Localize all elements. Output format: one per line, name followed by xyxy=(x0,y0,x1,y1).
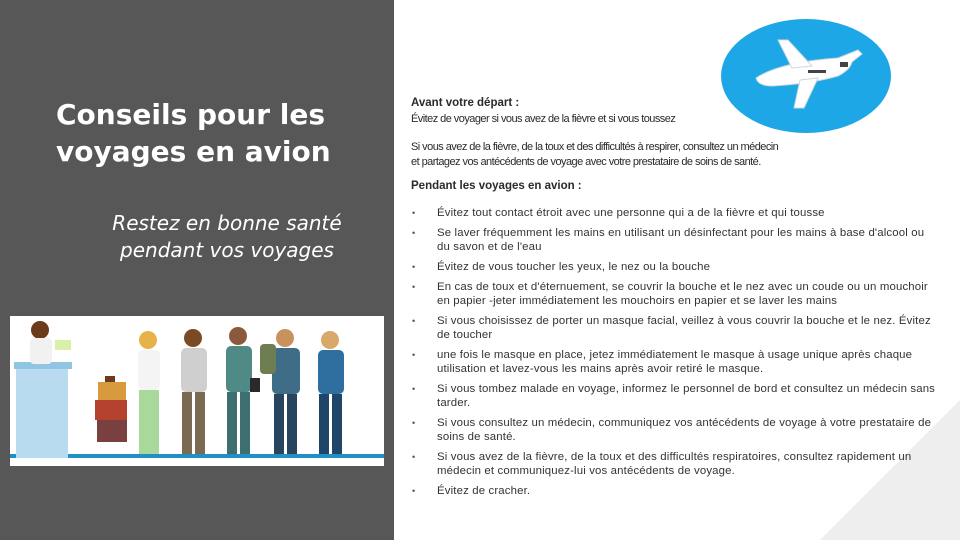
bullet-icon: • xyxy=(412,350,416,360)
bullet-icon: • xyxy=(412,316,416,326)
bullet-icon: • xyxy=(412,384,416,394)
advice-list xyxy=(404,206,939,504)
list-item: • Évitez tout contact étroit avec une personne qui a de la fièvre et qui tousse xyxy=(412,207,825,219)
bullet-icon: • xyxy=(412,452,416,462)
before-departure-advice-line1: Si vous avez de la fièvre, de la toux et des difficultés à respirer, consultez un médecin xyxy=(411,141,779,153)
before-departure-advice-line2: et partagez vos antécédents de voyage avec votre prestataire de soins de santé. xyxy=(411,156,761,168)
airplane-icon xyxy=(720,18,892,134)
bullet-icon: • xyxy=(412,282,416,292)
list-item: • Évitez de vous toucher les yeux, le nez ou la bouche xyxy=(412,261,711,273)
bullet-icon: • xyxy=(412,262,416,272)
before-departure-text: Évitez de voyager si vous avez de la fièvre et si vous toussez xyxy=(411,113,676,125)
page-subtitle: Restez en bonne santé pendant vos voyages xyxy=(112,211,342,262)
list-item: • Si vous choisissez de porter un masque facial, veillez à vous couvrir la bouche et le nez. Évitez de toucher xyxy=(412,315,931,341)
bullet-icon: • xyxy=(412,418,416,428)
bullet-icon: • xyxy=(412,228,416,238)
bullet-icon: • xyxy=(412,486,416,496)
during-flight-heading: Pendant les voyages en avion : xyxy=(411,180,582,192)
travellers-illustration xyxy=(10,316,384,466)
left-panel xyxy=(0,0,394,540)
list-item: • Si vous tombez malade en voyage, informez le personnel de bord et consultez un médecin sans tarder. xyxy=(412,383,936,409)
list-item: • Évitez de cracher. xyxy=(412,485,531,497)
list-item: • une fois le masque en place, jetez immédiatement le masque à usage unique après chaque utilisation et lavez-vous les mains après avoir retiré le masque. xyxy=(412,349,913,375)
list-item: • Si vous avez de la fièvre, de la toux et des difficultés respiratoires, consultez rapidement un médecin et communiquez-lui vos antécédents de voyage. xyxy=(412,451,912,477)
bullet-icon: • xyxy=(412,208,416,218)
page-title: Conseils pour les voyages en avion xyxy=(56,98,331,168)
list-item: • Se laver fréquemment les mains en utilisant un désinfectant pour les mains à base d'alcool ou du savon et de l'eau xyxy=(412,227,925,253)
list-item: • Si vous consultez un médecin, communiquez vos antécédents de voyage à votre prestataire de soins de santé. xyxy=(412,417,932,443)
before-departure-heading: Avant votre départ : xyxy=(411,97,520,109)
list-item: • En cas de toux et d'éternuement, se couvrir la bouche et le nez avec un coude ou un mouchoir en papier -jeter immédiatement les mouchoirs en papier et se laver les mains xyxy=(412,281,928,307)
